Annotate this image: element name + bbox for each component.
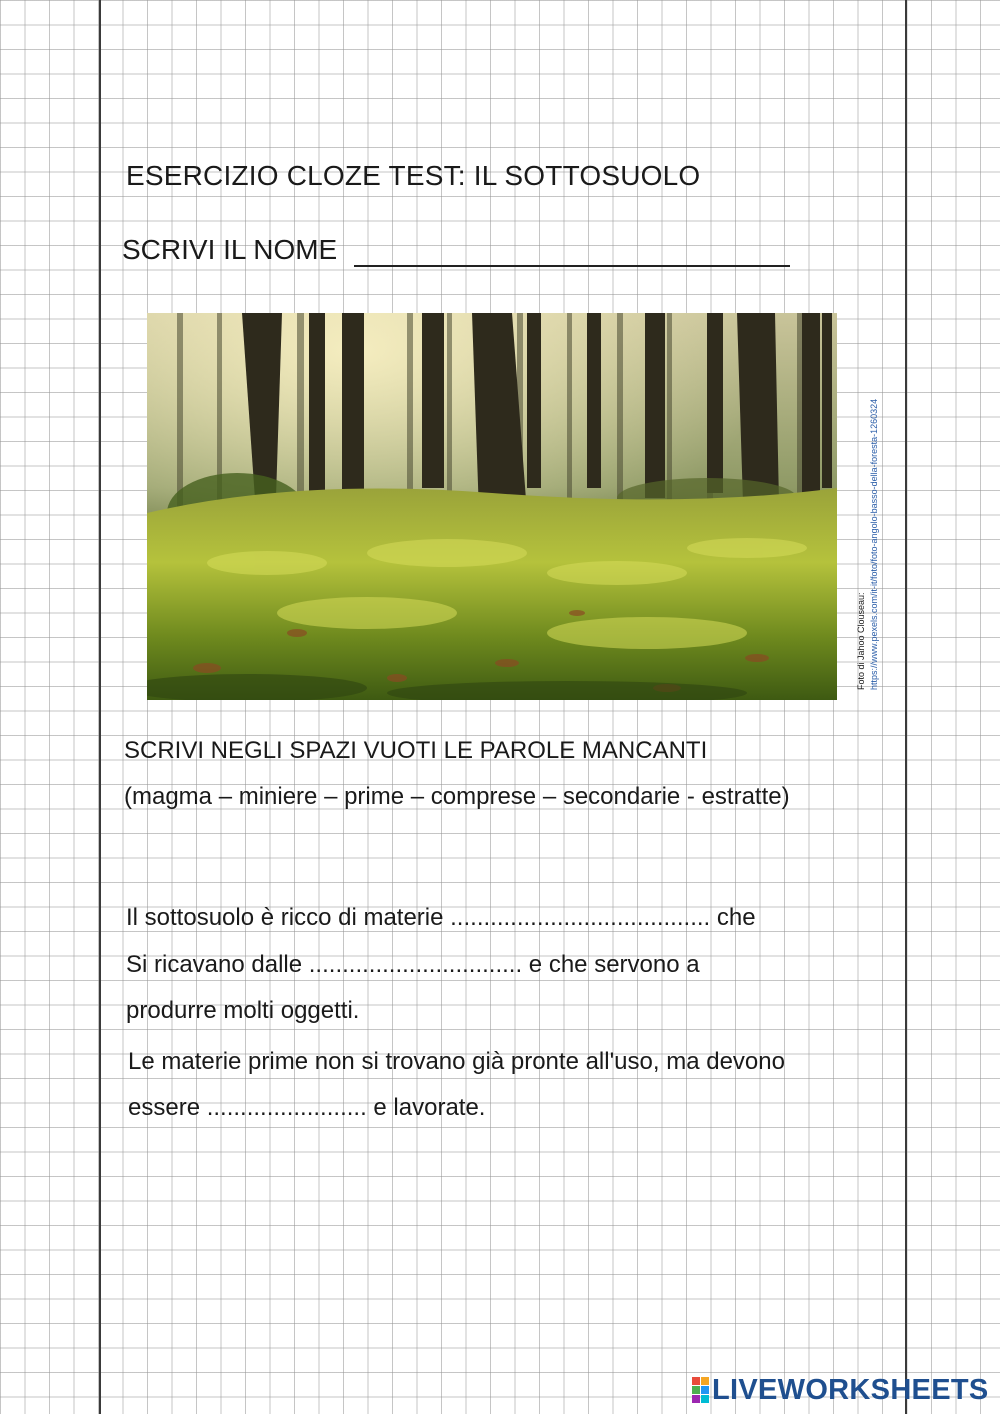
worksheet-title: ESERCIZIO CLOZE TEST: IL SOTTOSUOLO	[126, 160, 701, 191]
cloze-line-4: Le materie prime non si trovano già pronte all'uso, ma devono	[128, 1048, 785, 1075]
name-label: SCRIVI IL NOME	[122, 234, 338, 265]
photo-credit-link[interactable]: https://www.pexels.com/it-it/foto/foto-angolo-basso-della-foresta-1260324	[869, 398, 879, 690]
cloze-line-1: Il sottosuolo è ricco di materie ....................................... che	[126, 904, 756, 931]
instructions: SCRIVI NEGLI SPAZI VUOTI LE PAROLE MANCANTI	[124, 737, 708, 764]
liveworksheets-logo[interactable]	[692, 1374, 989, 1406]
liveworksheets-logo-icon	[692, 1377, 709, 1403]
left-margin-line	[99, 0, 101, 1414]
brand-name: LIVEWORKSHEETS	[712, 1373, 989, 1406]
cloze-line-2: Si ricavano dalle ................................ e che servono a	[126, 951, 700, 978]
name-input-line[interactable]	[354, 265, 790, 267]
right-margin-line	[905, 0, 907, 1414]
word-bank: (magma – miniere – prime – comprese – secondarie - estratte)	[124, 783, 790, 810]
photo-credit-author: Foto di Jahoo Clouseau:	[856, 592, 866, 690]
forest-photo	[147, 313, 837, 700]
cloze-line-5: essere ........................ e lavorate.	[128, 1094, 486, 1121]
cloze-line-3: produrre molti oggetti.	[126, 997, 360, 1024]
photo-credit	[855, 399, 881, 690]
